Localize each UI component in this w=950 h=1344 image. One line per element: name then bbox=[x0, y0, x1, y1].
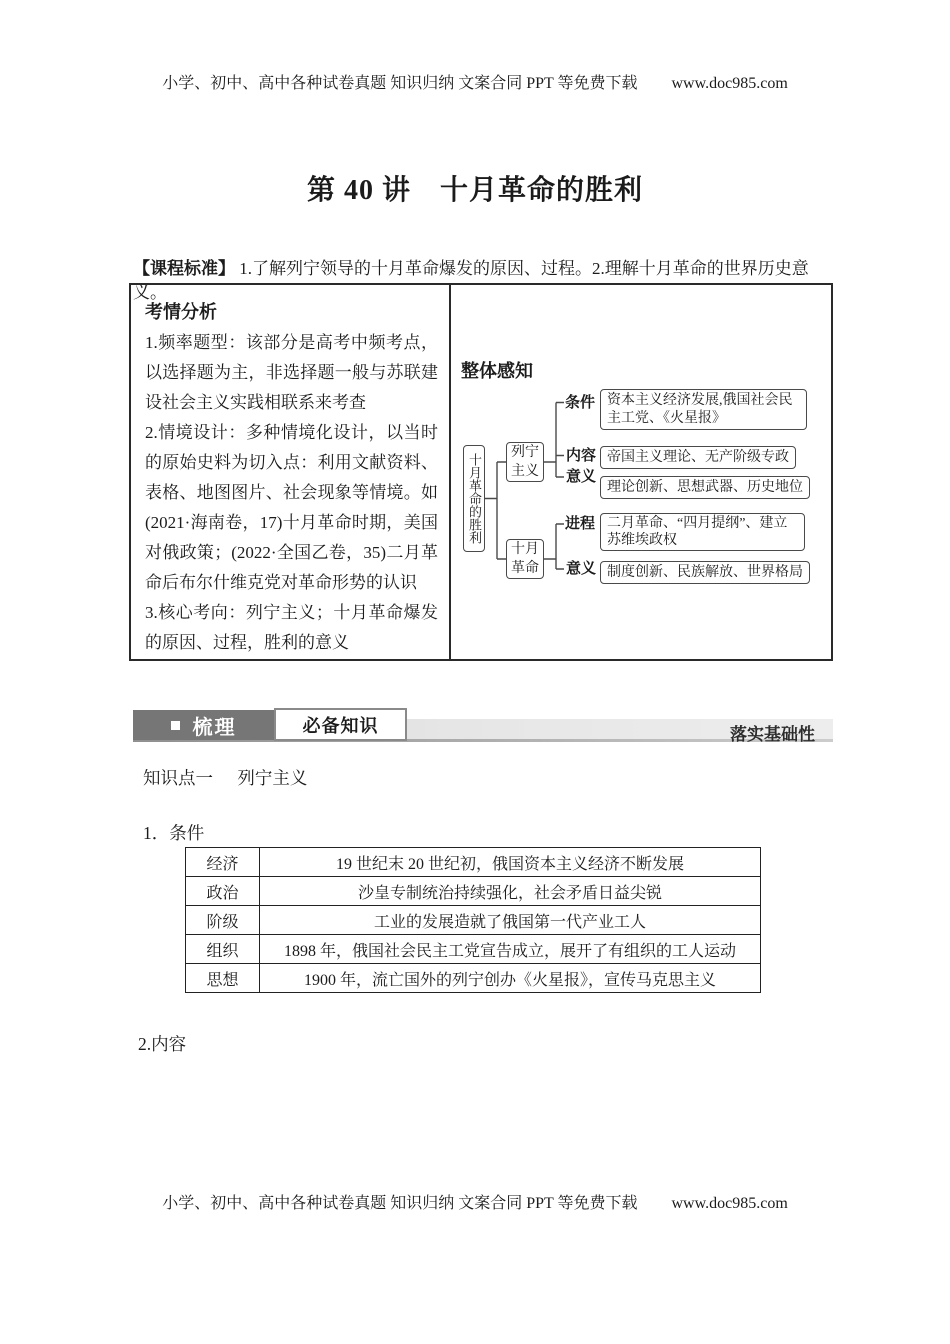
diagram-label-condition: 条件 bbox=[565, 395, 596, 411]
diagram-node-october-revolution: 十月革命 bbox=[506, 539, 544, 579]
diagram-leaf-condition: 资本主义经济发展,俄国社会民主工党、《火星报》 bbox=[600, 389, 807, 430]
diagram-root-node: 十月革命的胜利 bbox=[463, 445, 485, 552]
row-key: 阶级 bbox=[186, 906, 260, 935]
table-row bbox=[186, 935, 761, 964]
section-tab-shuli bbox=[133, 710, 274, 740]
knowledge-point-label: 知识点一 bbox=[143, 768, 213, 788]
row-key: 思想 bbox=[186, 964, 260, 993]
conditions-table bbox=[185, 847, 761, 993]
square-bullet-icon bbox=[171, 721, 180, 730]
diagram-label-content: 内容 bbox=[566, 448, 597, 464]
row-key: 组织 bbox=[186, 935, 260, 964]
table-row bbox=[186, 964, 761, 993]
item-1-condition-label: 1．条件 bbox=[143, 823, 205, 843]
exam-analysis-heading: 考情分析 bbox=[145, 302, 217, 322]
item-2-content-label: 2.内容 bbox=[138, 1034, 187, 1054]
diagram-label-meaning-2: 意义 bbox=[566, 561, 597, 577]
diagram-label-meaning-1: 意义 bbox=[566, 469, 597, 485]
section-tab-shuli-label: 梳理 bbox=[192, 716, 237, 739]
section-tab-bibei bbox=[274, 708, 407, 741]
diagram-leaf-meaning-1: 理论创新、思想武器、历史地位 bbox=[600, 476, 810, 499]
row-key: 经济 bbox=[186, 848, 260, 877]
row-value: 1898 年，俄国社会民主工党宣告成立，展开了有组织的工人运动 bbox=[260, 935, 761, 964]
diagram-node-leninism: 列宁主义 bbox=[506, 442, 544, 482]
diagram-leaf-process: 二月革命、“四月提纲”、建立苏维埃政权 bbox=[600, 513, 805, 551]
exam-analysis-paragraph: 3.核心考向：列宁主义；十月革命爆发的原因、过程，胜利的意义 bbox=[145, 603, 438, 652]
knowledge-point-title: 列宁主义 bbox=[237, 768, 308, 788]
section-tab-bibei-label: 必备知识 bbox=[302, 715, 379, 736]
row-value: 19 世纪末 20 世纪初，俄国资本主义经济不断发展 bbox=[260, 848, 761, 877]
page-header bbox=[0, 70, 950, 93]
table-row bbox=[186, 906, 761, 935]
exam-analysis-column bbox=[131, 285, 451, 659]
page-footer bbox=[0, 1190, 950, 1213]
exam-analysis-paragraph: 2.情境设计：多种情境化设计，以当时的原始史料为切入点：利用文献资料、表格、地图图片、社会现象等情境。如(2021·海南卷，17)十月革命时期，美国对俄政策；(2022·全国乙卷，35)二月革命后布尔什维克党对革命形势的认识 bbox=[145, 423, 438, 592]
overview-column bbox=[451, 285, 831, 659]
diagram-leaf-meaning-2: 制度创新、民族解放、世界格局 bbox=[600, 561, 810, 584]
exam-analysis-paragraph: 1.频率题型：该部分是高考中频考点，以选择题为主，非选择题一般与苏联建设社会主义实践相联系来考查 bbox=[145, 333, 438, 412]
diagram-leaf-content: 帝国主义理论、无产阶级专政 bbox=[600, 446, 796, 469]
table-row bbox=[186, 848, 761, 877]
course-standard-text: 1.了解列宁领导的十月革命爆发的原因、过程。2.理解十月革命的世界历史意义。 bbox=[133, 259, 809, 302]
footer-text: 小学、初中、高中各种试卷真题 知识归纳 文案合同 PPT 等免费下载 bbox=[162, 1195, 638, 1212]
course-standard-label: 【课程标准】 bbox=[133, 259, 235, 278]
knowledge-point-line bbox=[143, 765, 307, 790]
header-text: 小学、初中、高中各种试卷真题 知识归纳 文案合同 PPT 等免费下载 bbox=[162, 75, 638, 92]
section-bar-right-label: 落实基础性 bbox=[730, 725, 815, 744]
header-url-link[interactable]: www.doc985.com bbox=[671, 75, 788, 92]
footer-url-link[interactable]: www.doc985.com bbox=[671, 1195, 788, 1212]
diagram-label-process: 进程 bbox=[565, 516, 596, 532]
overview-heading: 整体感知 bbox=[461, 361, 533, 381]
table-row bbox=[186, 877, 761, 906]
row-value: 1900 年，流亡国外的列宁创办《火星报》，宣传马克思主义 bbox=[260, 964, 761, 993]
page-title: 第 40 讲 十月革命的胜利 bbox=[306, 175, 643, 206]
analysis-overview-box bbox=[129, 283, 833, 661]
row-key: 政治 bbox=[186, 877, 260, 906]
row-value: 沙皇专制统治持续强化，社会矛盾日益尖锐 bbox=[260, 877, 761, 906]
row-value: 工业的发展造就了俄国第一代产业工人 bbox=[260, 906, 761, 935]
